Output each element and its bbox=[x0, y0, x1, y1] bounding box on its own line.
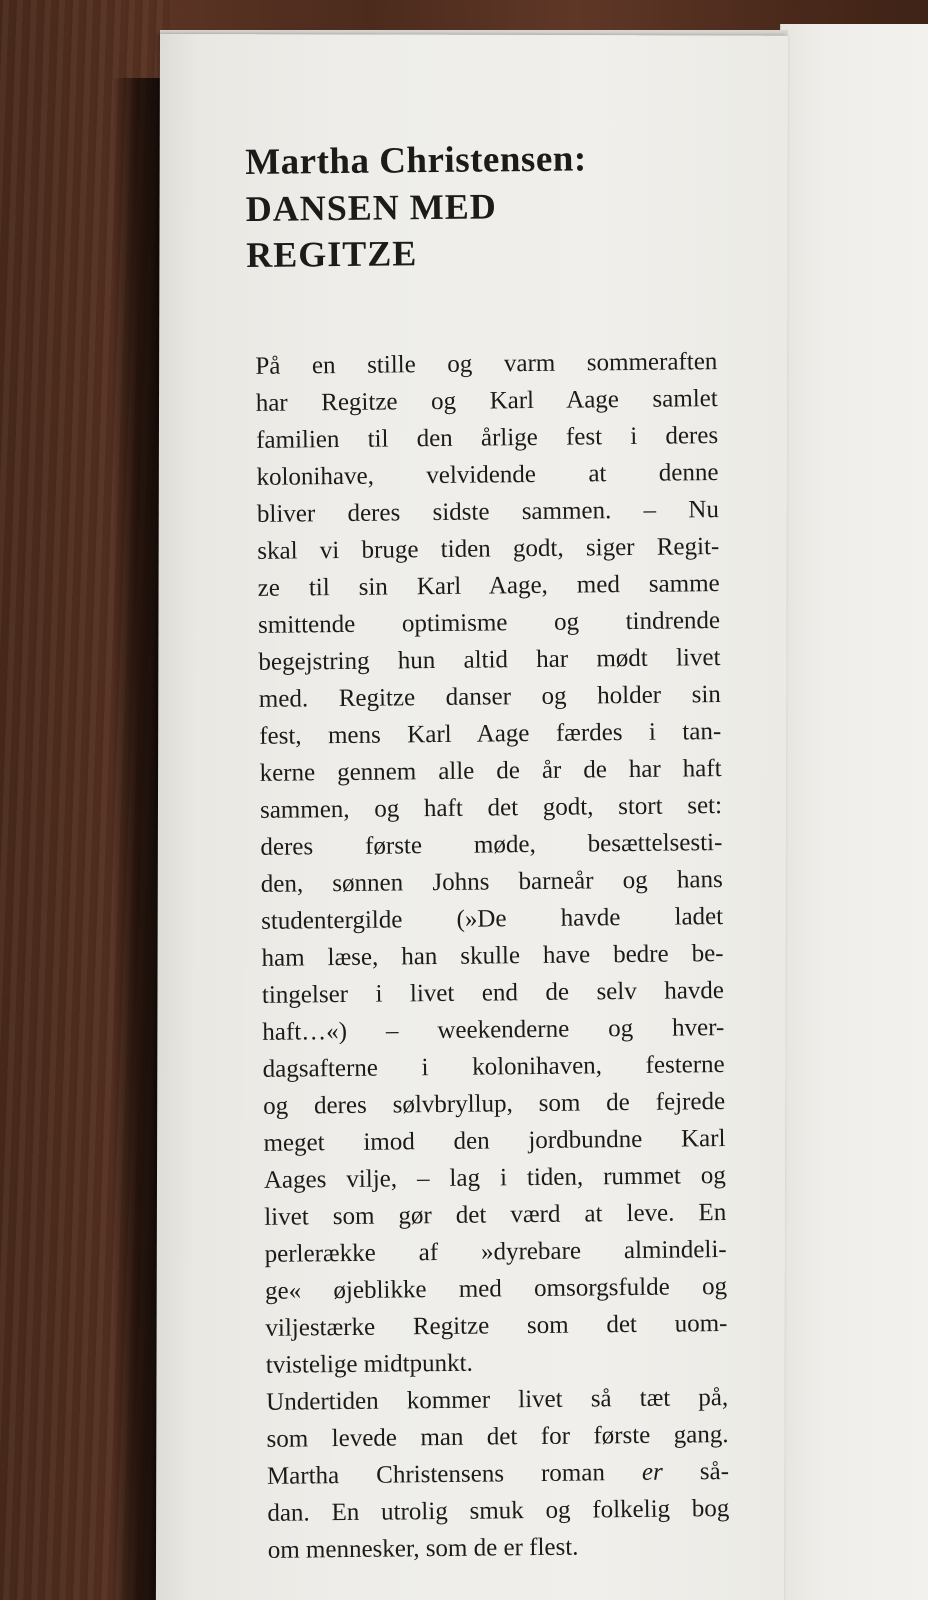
book-page-behind bbox=[780, 24, 928, 1600]
blurb-line: smittende optimisme og tindrende bbox=[257, 607, 721, 639]
blurb-line: med. Regitze danser og holder sin bbox=[258, 681, 721, 713]
blurb-line: haft…«) – weekenderne og hver- bbox=[262, 1014, 725, 1046]
flap-text-content bbox=[245, 135, 730, 1569]
blurb-line: deres første møde, besættelsesti- bbox=[260, 829, 723, 861]
blurb-line-with-emphasis bbox=[267, 1453, 729, 1495]
blurb-line: tingelser i livet end de selv havde bbox=[261, 977, 725, 1009]
blurb-line: Undertiden kommer livet så tæt på, bbox=[266, 1384, 729, 1416]
blurb-paragraph-1 bbox=[255, 343, 728, 1384]
blurb-line: ze til sin Karl Aage, med samme bbox=[257, 570, 720, 602]
blurb-line: Aages vilje, – lag i tiden, rummet og bbox=[263, 1162, 727, 1194]
book-title-line-1: DANSEN MED bbox=[245, 186, 497, 229]
blurb-line: fest, mens Karl Aage færdes i tan- bbox=[259, 718, 722, 750]
blurb-line: om mennesker, som de er flest. bbox=[267, 1533, 579, 1564]
book-title-line-2: REGITZE bbox=[245, 233, 418, 275]
blurb-line: meget imod den jordbundne Karl bbox=[263, 1125, 726, 1157]
blurb-text-segment: så- bbox=[699, 1458, 730, 1486]
blurb-paragraph-2 bbox=[266, 1379, 730, 1569]
blurb-text bbox=[255, 343, 730, 1569]
blurb-line: den, sønnen Johns barneår og hans bbox=[260, 866, 723, 898]
blurb-line: har Regitze og Karl Aage samlet bbox=[255, 385, 718, 417]
blurb-line: perlerække af »dyrebare almindeli- bbox=[264, 1236, 727, 1268]
blurb-line: ge« øjeblikke med omsorgsfulde og bbox=[264, 1273, 728, 1305]
blurb-line: som levede man det for første gang. bbox=[266, 1421, 729, 1453]
blurb-line: kolonihave, velvidende at denne bbox=[256, 459, 719, 491]
blurb-line: dagsafterne i kolonihaven, festerne bbox=[262, 1051, 725, 1083]
author-name: Martha Christensen: bbox=[245, 138, 587, 183]
blurb-line: familien til den årlige fest i deres bbox=[256, 422, 719, 454]
blurb-line: ham læse, han skulle have bedre be- bbox=[261, 940, 724, 972]
blurb-line: studentergilde (»De havde ladet bbox=[261, 903, 724, 935]
blurb-line: og deres sølvbryllup, som de fejrede bbox=[262, 1088, 726, 1120]
blurb-line: dan. En utrolig smuk og folkelig bog bbox=[267, 1495, 730, 1527]
blurb-line: begejstring hun altid har mødt livet bbox=[258, 644, 721, 676]
emphasized-word: er bbox=[641, 1458, 663, 1486]
blurb-line: skal vi bruge tiden godt, siger Regit- bbox=[257, 533, 720, 565]
blurb-line: viljestærke Regitze som det uom- bbox=[265, 1310, 728, 1342]
blurb-line: tvistelige midtpunkt. bbox=[265, 1349, 473, 1379]
blurb-line: sammen, og haft det godt, stort set: bbox=[259, 792, 723, 824]
blurb-line: kerne gennem alle de år de har haft bbox=[259, 755, 722, 787]
blurb-text-segment: Martha Christensens roman bbox=[266, 1459, 606, 1490]
blurb-line: livet som gør det værd at leve. En bbox=[264, 1199, 727, 1231]
blurb-line: På en stille og varm sommeraften bbox=[255, 348, 718, 380]
blurb-line: bliver deres sidste sammen. – Nu bbox=[256, 496, 720, 528]
